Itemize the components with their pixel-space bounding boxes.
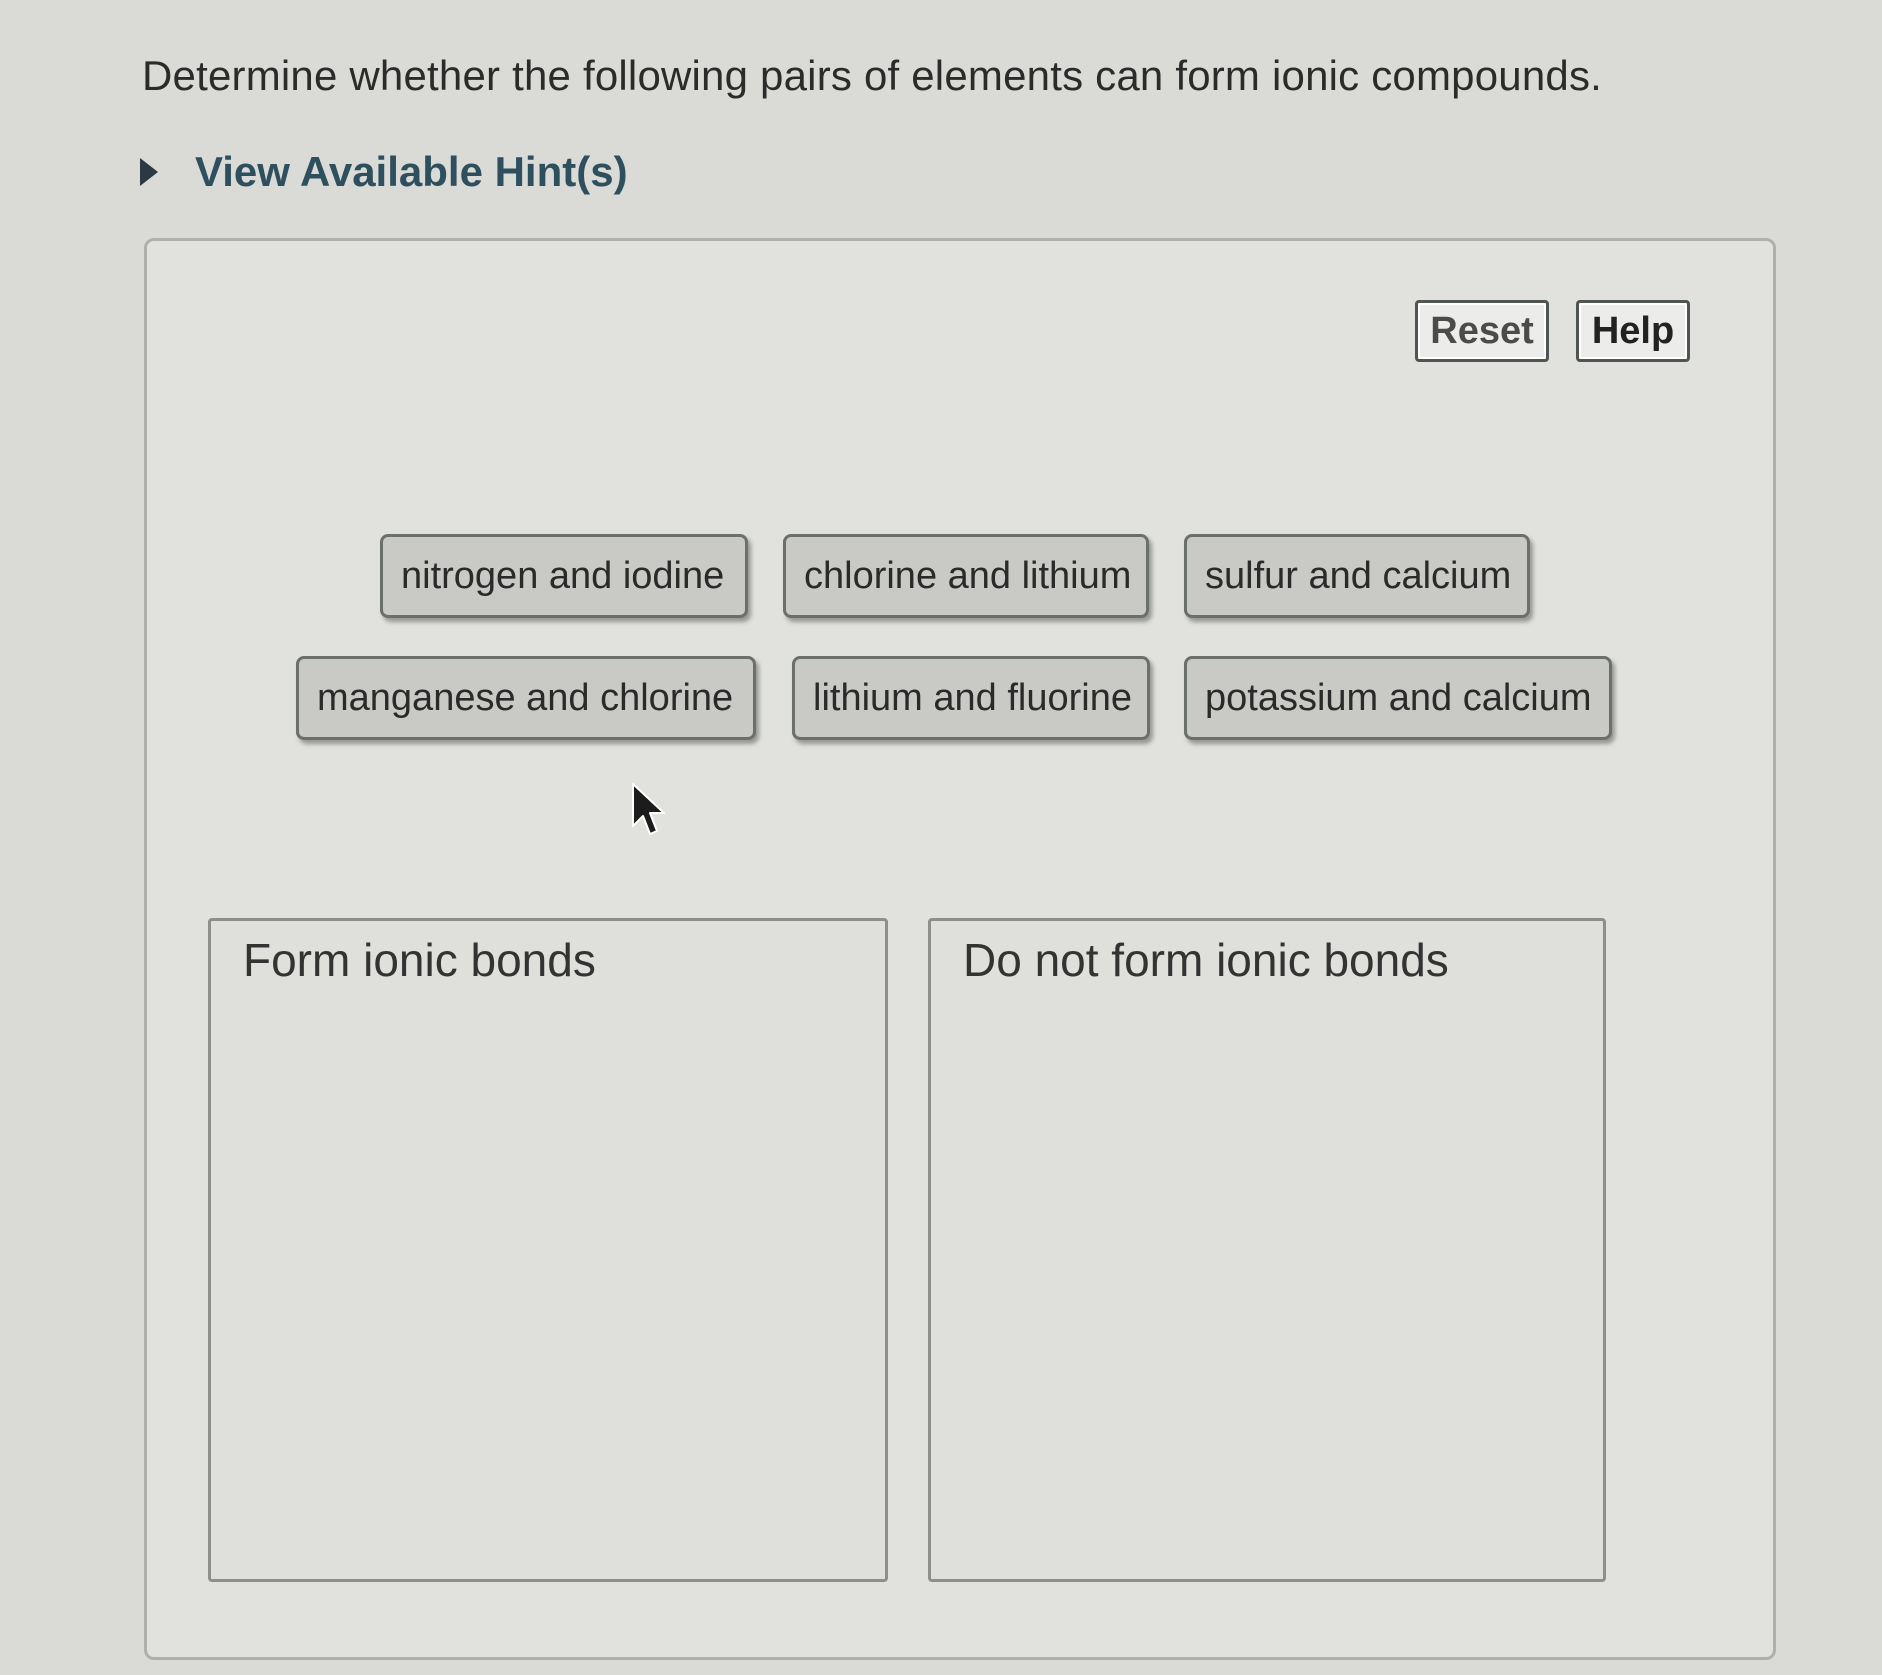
help-button[interactable]: Help (1576, 300, 1690, 362)
draggable-item-nitrogen-iodine[interactable]: nitrogen and iodine (380, 534, 748, 618)
draggable-item-chlorine-lithium[interactable]: chlorine and lithium (783, 534, 1149, 618)
draggable-item-sulfur-calcium[interactable]: sulfur and calcium (1184, 534, 1530, 618)
draggable-item-manganese-chlorine[interactable]: manganese and chlorine (296, 656, 756, 740)
view-hints-toggle[interactable] (140, 148, 628, 196)
drop-zone-title: Do not form ionic bonds (963, 934, 1449, 986)
reset-button[interactable]: Reset (1415, 300, 1549, 362)
view-hints-label: View Available Hint(s) (195, 148, 628, 195)
drop-zone-title: Form ionic bonds (243, 934, 596, 986)
drop-zone-not-ionic[interactable] (928, 918, 1606, 1582)
question-text: Determine whether the following pairs of elements can form ionic compounds. (142, 52, 1603, 99)
draggable-item-lithium-fluorine[interactable]: lithium and fluorine (792, 656, 1150, 740)
drop-zone-form-ionic[interactable] (208, 918, 888, 1582)
mouse-pointer-icon (630, 782, 670, 842)
triangle-right-icon (140, 158, 158, 186)
draggable-item-potassium-calcium[interactable]: potassium and calcium (1184, 656, 1612, 740)
